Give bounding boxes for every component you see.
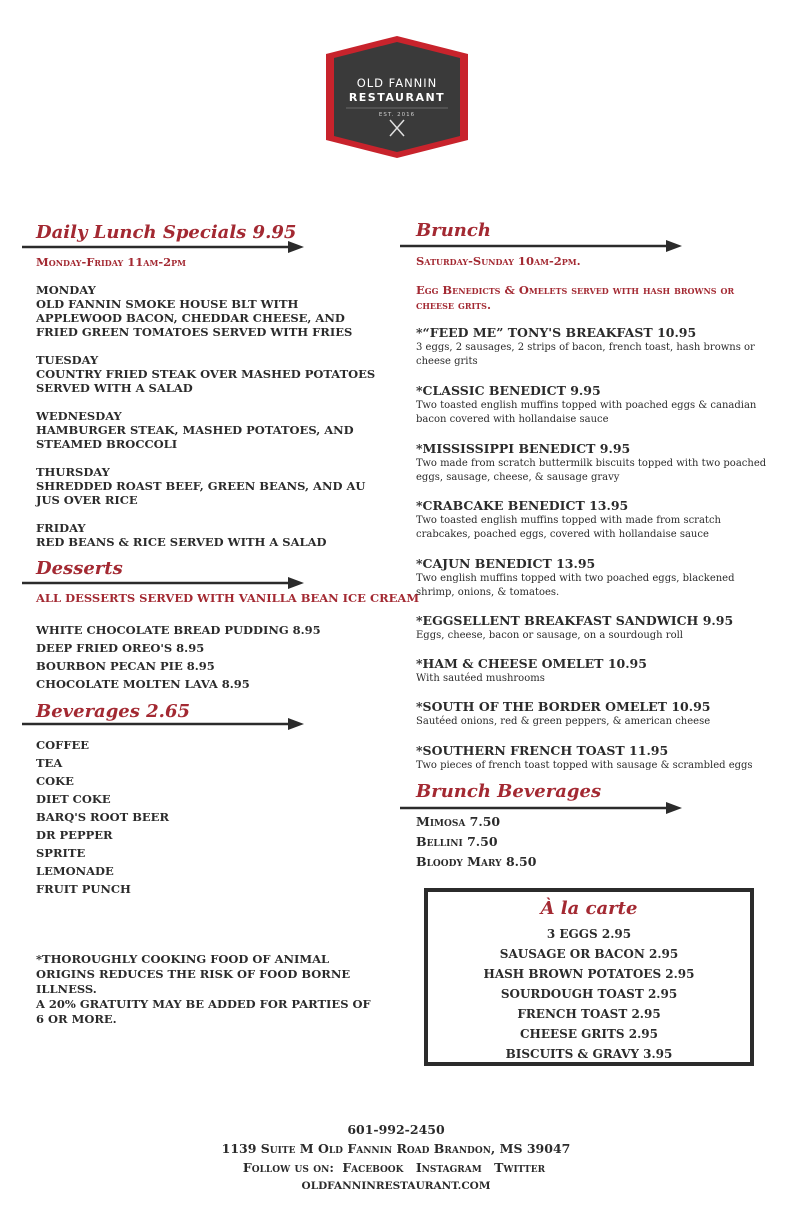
list-item: COKE: [36, 774, 74, 788]
phone-number[interactable]: 601-992-2450: [347, 1122, 445, 1137]
lunch-day-wednesday: [36, 409, 386, 451]
item-description: Two made from scratch buttermilk biscuits topped with two poached eggs, sausage, cheese, & sausage gravy: [416, 458, 767, 483]
brunch-hours: Saturday-Sunday 10am-2pm.: [416, 254, 581, 268]
brunch-item-ham-cheese-omelet: [416, 656, 776, 686]
item-name: *CAJUN BENEDICT 13.95: [416, 556, 596, 571]
list-item: BISCUITS & GRAVY 3.95: [505, 1047, 673, 1061]
item-name: *“FEED ME” TONY'S BREAKFAST 10.95: [416, 325, 697, 340]
logo-line-1: OLD FANNIN: [356, 76, 438, 90]
item-description: With sautéed mushrooms: [416, 673, 545, 684]
restaurant-logo: [316, 36, 478, 158]
beverages-title: Beverages 2.65: [36, 701, 191, 722]
facebook-link[interactable]: Facebook: [342, 1160, 404, 1175]
day-description: RED BEANS & RICE SERVED WITH A SALAD: [36, 535, 327, 549]
list-item: SOURDOUGH TOAST 2.95: [500, 987, 678, 1001]
list-item: DIET COKE: [36, 792, 111, 806]
item-description: Two english muffins topped with two poached eggs, blackened shrimp, onions, & tomatoes.: [416, 573, 735, 598]
instagram-link[interactable]: Instagram: [415, 1160, 482, 1175]
desserts-list: [36, 621, 376, 693]
list-item: DEEP FRIED OREO'S 8.95: [36, 641, 205, 655]
brunch-item-south-of-border-omelet: [416, 699, 776, 729]
day-label: THURSDAY: [36, 465, 110, 479]
day-label: MONDAY: [36, 283, 96, 297]
item-name: *SOUTHERN FRENCH TOAST 11.95: [416, 743, 669, 758]
item-name: *CLASSIC BENEDICT 9.95: [416, 383, 601, 398]
logo-est: EST. 2016: [378, 112, 416, 118]
food-safety-warning: *THOROUGHLY COOKING FOOD OF ANIMAL ORIGINS REDUCES THE RISK OF FOOD BORNE ILLNESS.: [36, 952, 351, 996]
day-label: FRIDAY: [36, 521, 86, 535]
desserts-note: ALL DESSERTS SERVED WITH VANILLA BEAN ICE CREAM: [36, 591, 420, 605]
beverages-arrow-divider: [22, 717, 304, 731]
day-label: TUESDAY: [36, 353, 99, 367]
list-item: SPRITE: [36, 846, 86, 860]
item-description: Sautéed onions, red & green peppers, & american cheese: [416, 716, 711, 727]
list-item: 3 EGGS 2.95: [546, 927, 632, 941]
address: 1139 Suite M Old Fannin Road Brandon, MS 39047: [221, 1141, 571, 1156]
brunch-beverages-list: [416, 812, 536, 872]
footer: [0, 1120, 792, 1196]
brunch-item-tonys-breakfast: [416, 325, 776, 369]
day-description: HAMBURGER STEAK, MASHED POTATOES, AND STEAMED BROCCOLI: [36, 423, 354, 451]
list-item: COFFEE: [36, 738, 90, 752]
brunch-item-mississippi-benedict: [416, 441, 776, 485]
desserts-arrow-divider: [22, 576, 304, 590]
item-description: Eggs, cheese, bacon or sausage, on a sourdough roll: [416, 630, 683, 641]
twitter-link[interactable]: Twitter: [494, 1160, 546, 1175]
logo-line-2: RESTAURANT: [348, 91, 446, 104]
list-item: CHOCOLATE MOLTEN LAVA 8.95: [36, 677, 250, 691]
list-item: SAUSAGE OR BACON 2.95: [499, 947, 679, 961]
day-description: COUNTRY FRIED STEAK OVER MASHED POTATOES SERVED WITH A SALAD: [36, 367, 376, 395]
item-description: 3 eggs, 2 sausages, 2 strips of bacon, french toast, hash browns or cheese grits: [416, 342, 755, 367]
brunch-arrow-divider: [400, 239, 682, 253]
item-description: Two toasted english muffins topped with poached eggs & canadian bacon covered with hollandaise sauce: [416, 400, 757, 425]
lunch-arrow-divider: [22, 240, 304, 254]
lunch-day-thursday: [36, 465, 386, 507]
item-name: *CRABCAKE BENEDICT 13.95: [416, 498, 629, 513]
brunch-item-breakfast-sandwich: [416, 613, 776, 643]
brunch-item-cajun-benedict: [416, 556, 776, 600]
website-link[interactable]: OLDFANNINRESTAURANT.COM: [301, 1180, 491, 1192]
desserts-title: Desserts: [36, 558, 123, 579]
lunch-day-monday: [36, 283, 386, 339]
beverages-list: [36, 736, 376, 898]
day-description: SHREDDED ROAST BEEF, GREEN BEANS, AND AU JUS OVER RICE: [36, 479, 366, 507]
list-item: FRENCH TOAST 2.95: [517, 1007, 661, 1021]
lunch-hours: Monday-Friday 11am-2pm: [36, 255, 186, 269]
gratuity-note: A 20% GRATUITY MAY BE ADDED FOR PARTIES OF 6 OR MORE.: [36, 997, 371, 1026]
item-name: *EGGSELLENT BREAKFAST SANDWICH 9.95: [416, 613, 734, 628]
brunch-item-crabcake-benedict: [416, 498, 776, 542]
social-links: [0, 1158, 792, 1177]
list-item: DR PEPPER: [36, 828, 113, 842]
list-item: LEMONADE: [36, 864, 114, 878]
list-item: Bellini 7.50: [416, 834, 498, 849]
item-description: Two pieces of french toast topped with sausage & scrambled eggs: [416, 760, 753, 771]
list-item: TEA: [36, 756, 63, 770]
item-name: *MISSISSIPPI BENEDICT 9.95: [416, 441, 631, 456]
list-item: FRUIT PUNCH: [36, 882, 131, 896]
lunch-day-tuesday: [36, 353, 386, 395]
list-item: Bloody Mary 8.50: [416, 854, 537, 869]
list-item: Mimosa 7.50: [416, 814, 501, 829]
lunch-specials-title: Daily Lunch Specials 9.95: [36, 222, 297, 243]
day-label: WEDNESDAY: [36, 409, 122, 423]
brunch-note: Egg Benedicts & Omelets served with hash browns or cheese grits.: [416, 283, 735, 312]
list-item: HASH BROWN POTATOES 2.95: [483, 967, 695, 981]
item-name: *SOUTH OF THE BORDER OMELET 10.95: [416, 699, 711, 714]
alacarte-box: [424, 888, 754, 1066]
alacarte-title: À la carte: [540, 898, 638, 919]
day-description: OLD FANNIN SMOKE HOUSE BLT WITH APPLEWOOD BACON, CHEDDAR CHEESE, AND FRIED GREEN TOMATOES SERVED WITH FRIES: [36, 297, 353, 339]
list-item: CHEESE GRITS 2.95: [519, 1027, 658, 1041]
brunch-title: Brunch: [416, 220, 491, 241]
brunch-beverages-title: Brunch Beverages: [416, 781, 602, 802]
alacarte-list: [428, 924, 750, 1064]
brunch-item-classic-benedict: [416, 383, 776, 427]
list-item: BOURBON PECAN PIE 8.95: [36, 659, 215, 673]
item-name: *HAM & CHEESE OMELET 10.95: [416, 656, 647, 671]
item-description: Two toasted english muffins topped with made from scratch crabcakes, poached eggs, covered with hollandaise sauce: [416, 515, 721, 540]
lunch-day-friday: [36, 521, 386, 549]
list-item: BARQ'S ROOT BEER: [36, 810, 170, 824]
brunch-item-southern-french-toast: [416, 743, 776, 773]
list-item: WHITE CHOCOLATE BREAD PUDDING 8.95: [36, 623, 321, 637]
follow-label: Follow us on:: [242, 1160, 334, 1175]
